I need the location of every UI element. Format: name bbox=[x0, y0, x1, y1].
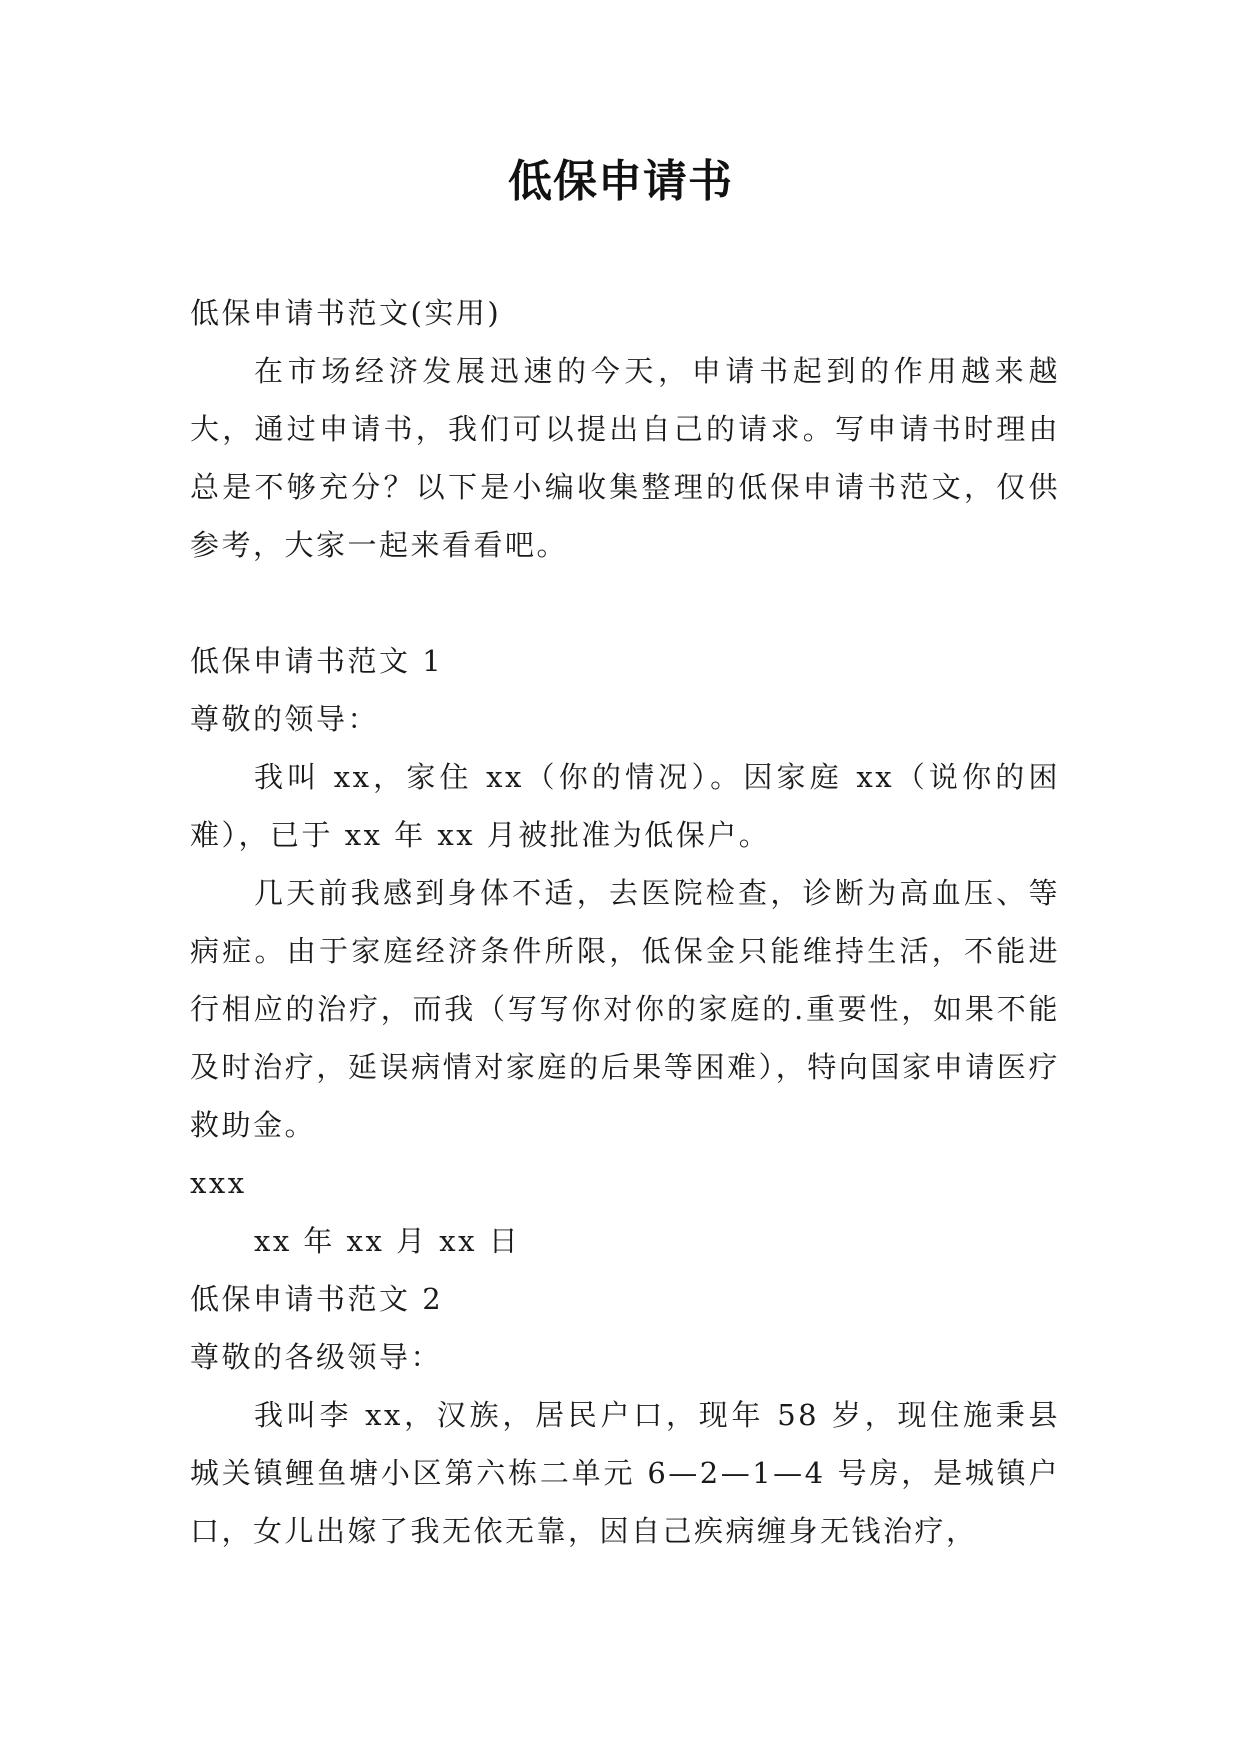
sample2-salutation: 尊敬的各级领导： bbox=[190, 1340, 443, 1374]
sample1-paragraph-1: 我叫 xx，家住 xx（你的情况）。因家庭 xx（说你的困难），已于 xx 年 xx 月被批准为低保户。 bbox=[190, 760, 1060, 852]
sample1-paragraph-2: 几天前我感到身体不适，去医院检查，诊断为高血压、等病症。由于家庭经济条件所限，低保金只能维持生活，不能进行相应的治疗，而我（写写你对你的家庭的.重要性，如果不能及时治疗，延误病情对家庭的后果等困难），特向国家申请医疗救助金。 bbox=[190, 876, 1060, 1142]
sample2-heading: 低保申请书范文 2 bbox=[190, 1282, 444, 1316]
document-subtitle: 低保申请书范文(实用) bbox=[190, 296, 502, 330]
document-body bbox=[190, 284, 1060, 1560]
sample1-date: xx 年 xx 月 xx 日 bbox=[254, 1224, 521, 1258]
document-title: 低保申请书 bbox=[508, 156, 733, 207]
sample1-heading: 低保申请书范文 1 bbox=[190, 644, 444, 678]
intro-paragraph: 在市场经济发展迅速的今天，申请书起到的作用越来越大，通过申请书，我们可以提出自己的请求。写申请书时理由总是不够充分？以下是小编收集整理的低保申请书范文，仅供参考，大家一起来看看吧。 bbox=[190, 354, 1060, 562]
sample2-paragraph-1: 我叫李 xx，汉族，居民户口，现年 58 岁，现住施秉县城关镇鲤鱼塘小区第六栋二单元 6—2—1—4 号房，是城镇户口，女儿出嫁了我无依无靠，因自己疾病缠身无钱治疗， bbox=[190, 1398, 1060, 1548]
sample1-signature: xxx bbox=[190, 1166, 247, 1200]
sample1-salutation: 尊敬的领导： bbox=[190, 702, 380, 736]
